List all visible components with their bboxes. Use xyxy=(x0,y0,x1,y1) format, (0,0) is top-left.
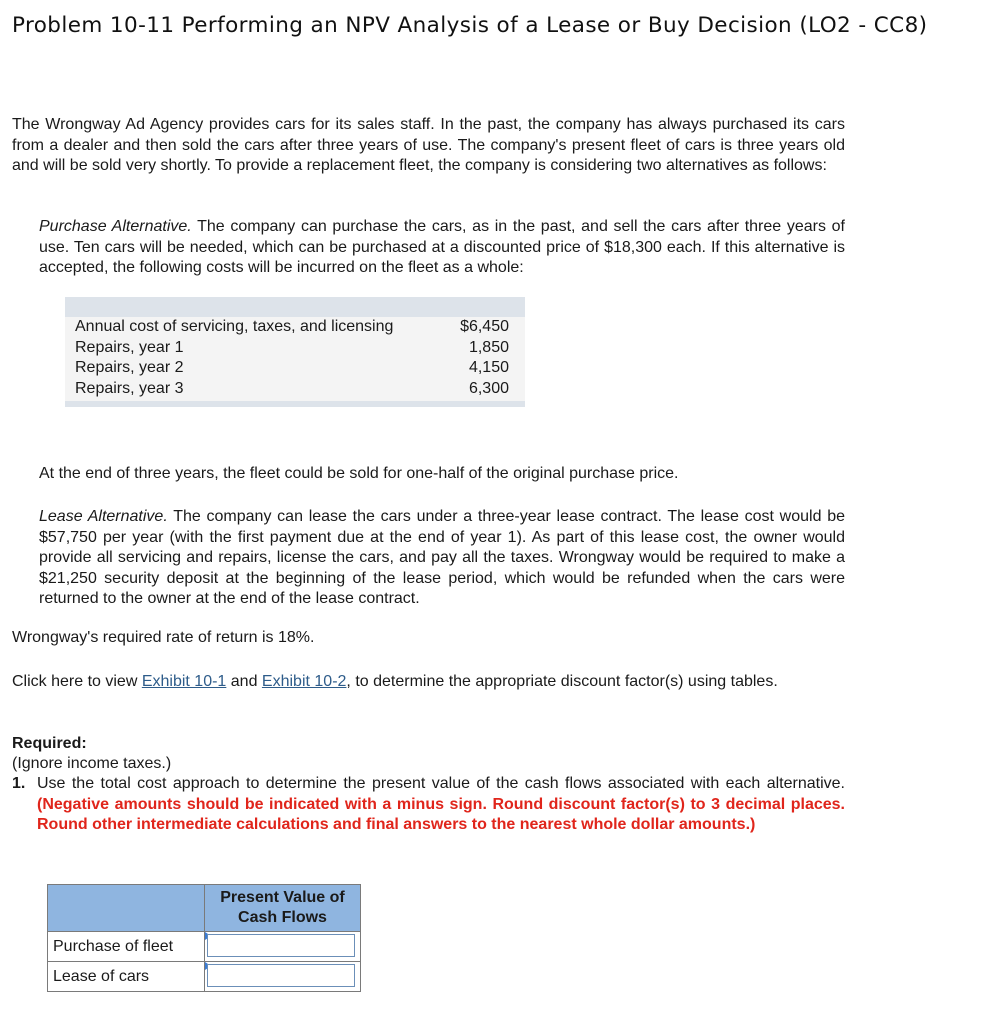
answer-table-header xyxy=(205,885,361,932)
intro-paragraph: The Wrongway Ad Agency provides cars for its sales staff. In the past, the company has always purchased its cars from a dealer and then sold the cars after three years of use. The company's present fleet of cars is three years old and will be sold very shortly. To provide a replacement fleet, the company is considering two alternatives as follows: xyxy=(12,116,845,174)
required-rate-paragraph: Wrongway's required rate of return is 18%. xyxy=(12,629,315,646)
required-section xyxy=(12,734,845,755)
lease-of-cars-label: Lease of cars xyxy=(48,962,205,992)
cost-value: 1,850 xyxy=(449,338,525,359)
cost-label: Repairs, year 2 xyxy=(65,358,449,379)
click-prefix: Click here to view xyxy=(12,673,142,690)
exhibit-10-1-link[interactable]: Exhibit 10-1 xyxy=(141,673,227,690)
required-heading: Required: xyxy=(12,735,87,752)
required-note: (Ignore income taxes.) xyxy=(12,755,172,772)
purchase-alternative-paragraph xyxy=(39,217,845,279)
click-mid: and xyxy=(226,673,262,690)
cost-value: 4,150 xyxy=(449,358,525,379)
cost-row xyxy=(65,379,525,400)
requirement-instruction: (Negative amounts should be indicated with a minus sign. Round discount factor(s) to 3 decimal places. Round other intermediate calculations and final answers to the nearest whole dollar amounts.) xyxy=(37,795,845,833)
purchase-alternative-text: The company can purchase the cars, as in the past, and sell the cars after three years of use. Ten cars will be needed, which can be purchased at a discounted price of $18,300 each. If this alternative is accepted, the following costs will be incurred on the fleet as a whole: xyxy=(39,218,846,276)
cost-row xyxy=(65,317,525,338)
requirement-1 xyxy=(12,774,845,836)
cost-row xyxy=(65,338,525,359)
lease-of-cars-cell xyxy=(205,962,361,992)
lease-alternative-text: The company can lease the cars under a three-year lease contract. The lease cost would be $57,750 per year (with the first payment due at the end of year 1). As part of this lease cost, the owner would provide all servicing and repairs, license the cars, and pay all the taxes. Wrongway would be required to make a $21,250 security deposit at the beginning of the lease period, which would be refunded when the cars were returned to the owner at the end of the lease contract. xyxy=(39,508,846,607)
fleet-cost-table xyxy=(65,297,525,407)
lease-alternative-label: Lease Alternative. xyxy=(39,508,168,525)
cost-label: Repairs, year 3 xyxy=(65,379,449,400)
requirement-number: 1. xyxy=(12,775,26,792)
page-title: Problem 10-11 Performing an NPV Analysis of a Lease or Buy Decision (LO2 - CC8) xyxy=(12,13,928,38)
exhibit-10-2-link[interactable]: Exhibit 10-2 xyxy=(261,673,347,690)
lease-of-cars-input[interactable] xyxy=(207,964,355,987)
requirement-body: Use the total cost approach to determine the present value of the cash flows associated with each alternative. xyxy=(37,775,845,792)
cost-row xyxy=(65,358,525,379)
header-line-2: Cash Flows xyxy=(238,909,327,926)
exhibit-links-paragraph xyxy=(12,672,845,693)
purchase-of-fleet-label: Purchase of fleet xyxy=(48,932,205,962)
end-of-term-paragraph: At the end of three years, the fleet could be sold for one-half of the original purchase price. xyxy=(39,465,679,482)
answer-table-corner xyxy=(48,885,205,932)
cost-label: Annual cost of servicing, taxes, and licensing xyxy=(65,317,449,338)
answer-table xyxy=(47,884,361,992)
purchase-alternative-label: Purchase Alternative. xyxy=(39,218,192,235)
header-line-1: Present Value of xyxy=(220,889,345,906)
purchase-of-fleet-cell xyxy=(205,932,361,962)
requirement-text xyxy=(37,774,845,836)
table-row xyxy=(48,932,361,962)
cost-label: Repairs, year 1 xyxy=(65,338,449,359)
click-suffix: , to determine the appropriate discount factor(s) using tables. xyxy=(346,673,778,690)
cost-value: $6,450 xyxy=(449,317,525,338)
cost-value: 6,300 xyxy=(449,379,525,400)
table-row xyxy=(48,962,361,992)
purchase-of-fleet-input[interactable] xyxy=(207,934,355,957)
lease-alternative-paragraph xyxy=(39,507,845,610)
